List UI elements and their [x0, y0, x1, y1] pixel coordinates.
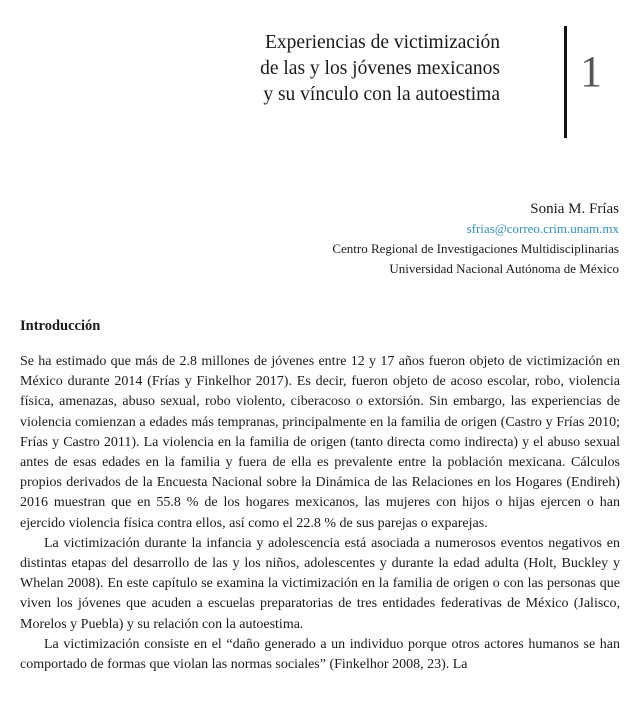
- section-heading: Introducción: [20, 318, 101, 334]
- paragraph-3: La victimización consiste en el “daño generado a un individuo porque otros actores humanos se han comportado de formas que violan las normas sociales” (Finkelhor 2008, 23). La: [20, 636, 620, 673]
- author-affiliation-line-2: Universidad Nacional Autónoma de México: [389, 261, 619, 276]
- chapter-title: [200, 30, 500, 108]
- chapter-title-line-3: y su vínculo con la autoestima: [263, 84, 500, 105]
- author-email-link[interactable]: sfrias@correo.crim.unam.mx: [466, 221, 619, 236]
- paragraph-1: Se ha estimado que más de 2.8 millones de jóvenes entre 12 y 17 años fueron objeto de victimización en México durante 2014 (Frías y Finkelhor 2017). Es decir, fueron objeto de acoso escolar, robo, violencia física, amenazas, abuso sexual, robo violento, ciberacoso o extorsión. Sin embargo, las experiencias de violencia comienzan a edades más tempranas, principalmente en la familia de origen (Castro y Frías 2010; Frías y Castro 2011). La violencia en la familia de origen (tanto directa como indirecta) y el abuso sexual antes de esas edades en la familia y fuera de ella es prevalente entre la población mexicana. Cálculos propios derivados de la Encuesta Nacional sobre la Dinámica de las Relaciones en los Hogares (Endireh) 2016 muestran que en 55.8 % de los hogares mexicanos, las mujeres con hijos o hijas ejercen o han ejercido violencia física contra ellos, así como el 22.8 % de sus parejas o exparejas.: [20, 354, 620, 531]
- author-block: [332, 199, 619, 279]
- author-affiliation-line-1: Centro Regional de Investigaciones Multidisciplinarias: [332, 241, 619, 256]
- chapter-number: 1: [580, 47, 602, 96]
- chapter-title-line-2: de las y los jóvenes mexicanos: [260, 58, 500, 79]
- chapter-divider: [564, 26, 567, 138]
- body-text: [20, 352, 620, 675]
- author-name: Sonia M. Frías: [530, 201, 619, 217]
- paragraph-2: La victimización durante la infancia y adolescencia está asociada a numerosos eventos negativos en distintas etapas del desarrollo de las y los niños, adolescentes y durante la edad adulta (Holt, Buckley y Whelan 2008). En este capítulo se examina la victimización en la familia de origen o con las personas que viven los jóvenes que acuden a escuelas preparatorias de tres entidades federativas de México (Jalisco, Morelos y Puebla) y su relación con la autoestima.: [20, 535, 620, 632]
- chapter-title-line-1: Experiencias de victimización: [265, 32, 500, 53]
